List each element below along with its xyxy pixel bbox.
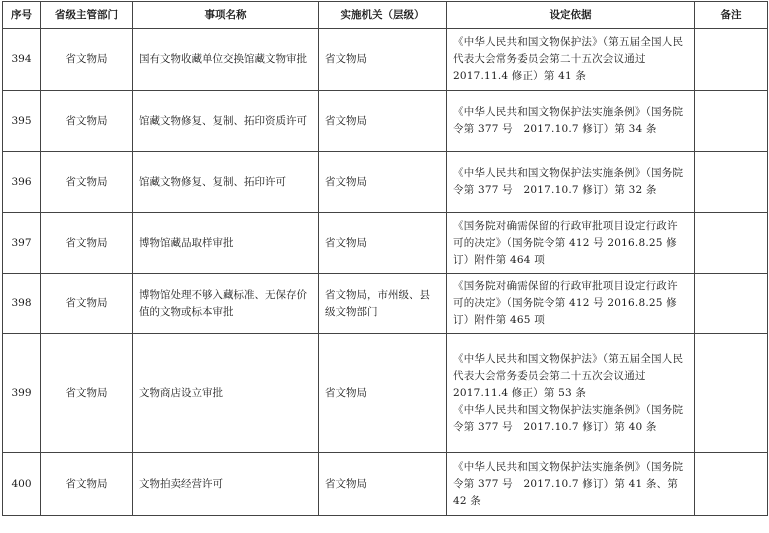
basis-text: 《国务院对确需保留的行政审批项目设定行政许可的决定》（国务院令第 412 号 2016.8.25 修订）附件第 464 项 bbox=[453, 219, 678, 266]
cell-dept: 省文物局 bbox=[41, 29, 133, 91]
cell-no: 395 bbox=[3, 91, 41, 152]
cell-org: 省文物局 bbox=[319, 213, 447, 274]
cell-org: 省文物局，市州级、县级文物部门 bbox=[319, 274, 447, 334]
basis-text: 《中华人民共和国文物保护法》（第五届全国人民代表大会常务委员会第二十五次会议通过 2017.11.4 修正）第 41 条 bbox=[453, 36, 684, 82]
header-item: 事项名称 bbox=[133, 2, 319, 29]
cell-item: 馆藏文物修复、复制、拓印资质许可 bbox=[133, 91, 319, 152]
header-no: 序号 bbox=[3, 2, 41, 29]
cell-no: 400 bbox=[3, 453, 41, 516]
basis-text: 《中华人民共和国文物保护法》（第五届全国人民代表大会常务委员会第二十五次会议通过 2017.11.4 修正）第 53 条 bbox=[453, 352, 684, 399]
cell-dept: 省文物局 bbox=[41, 334, 133, 453]
table-row bbox=[3, 453, 768, 516]
approval-items-table bbox=[2, 1, 768, 516]
table-row bbox=[3, 29, 768, 91]
cell-basis bbox=[447, 213, 695, 274]
header-basis: 设定依据 bbox=[447, 2, 695, 29]
cell-item: 馆藏文物修复、复制、拓印许可 bbox=[133, 152, 319, 213]
header-note: 备注 bbox=[695, 2, 768, 29]
cell-note bbox=[695, 453, 768, 516]
table-row bbox=[3, 334, 768, 453]
cell-org: 省文物局 bbox=[319, 152, 447, 213]
cell-item: 国有文物收藏单位交换馆藏文物审批 bbox=[133, 29, 319, 91]
cell-basis bbox=[447, 29, 695, 91]
table-row bbox=[3, 91, 768, 152]
cell-note bbox=[695, 274, 768, 334]
cell-org: 省文物局 bbox=[319, 29, 447, 91]
cell-note bbox=[695, 152, 768, 213]
cell-basis bbox=[447, 91, 695, 152]
cell-dept: 省文物局 bbox=[41, 91, 133, 152]
cell-note bbox=[695, 91, 768, 152]
cell-no: 397 bbox=[3, 213, 41, 274]
cell-no: 394 bbox=[3, 29, 41, 91]
header-org: 实施机关（层级） bbox=[319, 2, 447, 29]
cell-no: 398 bbox=[3, 274, 41, 334]
basis-text: 《国务院对确需保留的行政审批项目设定行政许可的决定》（国务院令第 412 号 2016.8.25 修订）附件第 465 项 bbox=[453, 280, 678, 326]
basis-text: 《中华人民共和国文物保护法实施条例》（国务院令第 377 号 2017.10.7 修订）第 40 条 bbox=[453, 403, 684, 433]
basis-text: 《中华人民共和国文物保护法实施条例》（国务院令第 377 号 2017.10.7 修订）第 32 条 bbox=[453, 167, 684, 196]
cell-org: 省文物局 bbox=[319, 334, 447, 453]
cell-basis bbox=[447, 453, 695, 516]
cell-dept: 省文物局 bbox=[41, 274, 133, 334]
cell-note bbox=[695, 334, 768, 453]
cell-basis bbox=[447, 334, 695, 453]
cell-note bbox=[695, 29, 768, 91]
basis-text: 《中华人民共和国文物保护法实施条例》（国务院令第 377 号 2017.10.7 修订）第 34 条 bbox=[453, 106, 684, 135]
cell-org: 省文物局 bbox=[319, 91, 447, 152]
cell-no: 399 bbox=[3, 334, 41, 453]
cell-item: 文物商店设立审批 bbox=[133, 334, 319, 453]
cell-org: 省文物局 bbox=[319, 453, 447, 516]
cell-note bbox=[695, 213, 768, 274]
table-row bbox=[3, 213, 768, 274]
cell-dept: 省文物局 bbox=[41, 213, 133, 274]
table-row bbox=[3, 152, 768, 213]
cell-item: 博物馆藏品取样审批 bbox=[133, 213, 319, 274]
table-header-row bbox=[3, 2, 768, 29]
cell-no: 396 bbox=[3, 152, 41, 213]
table-row bbox=[3, 274, 768, 334]
cell-basis bbox=[447, 152, 695, 213]
cell-item: 文物拍卖经营许可 bbox=[133, 453, 319, 516]
cell-item: 博物馆处理不够入藏标准、无保存价值的文物或标本审批 bbox=[133, 274, 319, 334]
cell-basis bbox=[447, 274, 695, 334]
basis-text: 《中华人民共和国文物保护法实施条例》（国务院令第 377 号 2017.10.7 修订）第 41 条、第 42 条 bbox=[453, 460, 684, 507]
cell-dept: 省文物局 bbox=[41, 152, 133, 213]
cell-dept: 省文物局 bbox=[41, 453, 133, 516]
header-dept: 省级主管部门 bbox=[41, 2, 133, 29]
